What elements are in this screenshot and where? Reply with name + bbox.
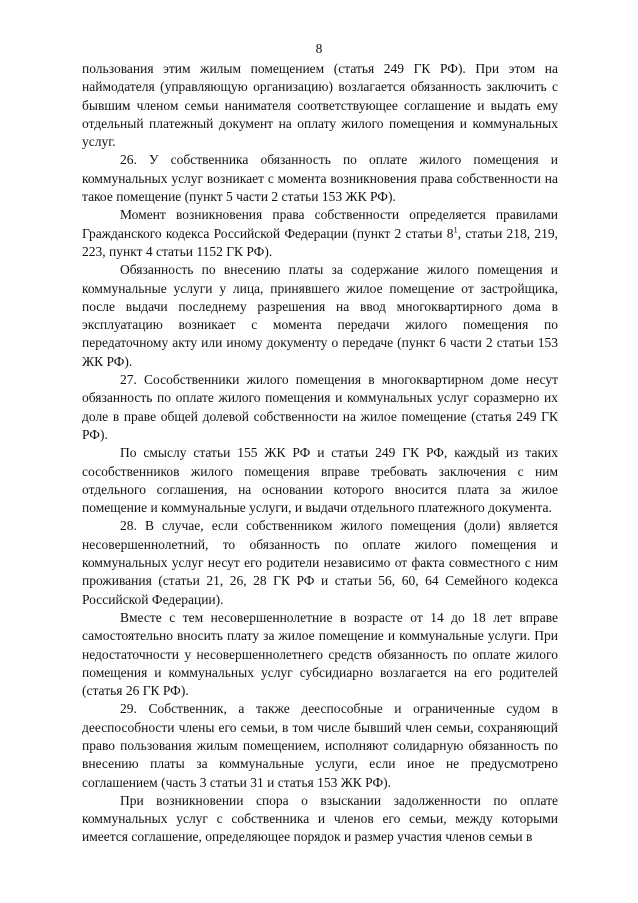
paragraph <box>82 261 558 371</box>
paragraph <box>82 700 558 791</box>
paragraph-text: Вместе с тем несовершеннолетние в возрасте от 14 до 18 лет вправе самостоятельно вносить плату за жилое помещение и коммунальные услуги. При недостаточности у несовершеннолетнего средств обязанность по оплате жилого помещения и коммунальных услуг субсидиарно возлагается на его родителей (статья 26 ГК РФ). <box>82 609 558 699</box>
paragraph <box>82 517 558 608</box>
paragraph-text: 28. В случае, если собственником жилого помещения (доли) является несовершеннолетний, то обязанность по оплате жилого помещения и коммунальных услуг несут его родители независимо от факта совместного с ним проживания (статьи 21, 26, 28 ГК РФ и статьи 56, 60, 64 Семейного кодекса Российской Федерации). <box>82 518 558 607</box>
paragraph <box>82 151 558 206</box>
paragraph-text: При возникновении спора о взыскании задолженности по оплате коммунальных услуг с собственника и членов его семьи, между которыми имеется соглашение, определяющее порядок и размер участия членов семьи в <box>82 792 558 845</box>
page-number: 8 <box>315 41 323 56</box>
paragraph <box>82 371 558 444</box>
paragraph-text: Момент возникновения права собственности определяется правилами Гражданского кодекса Российской Федерации (пункт 2 статьи 8 <box>82 207 558 241</box>
paragraph-text: 27. Сособственники жилого помещения в многоквартирном доме несут обязанность по оплате жилого помещения и коммунальных услуг соразмерно их доле в праве общей долевой собственности на жилое помещение (статья 249 ГК РФ). <box>82 372 558 442</box>
paragraph <box>82 60 558 151</box>
paragraph-text: пользования этим жилым помещением (статья 249 ГК РФ). При этом на наймодателя (управляющую организацию) возлагается обязанность заключить с бывшим членом семьи нанимателя соответствующее соглашение и выдать ему отдельный платежный документ на оплату жилого помещения и коммунальных услуг. <box>82 61 558 150</box>
paragraph-text: 29. Собственник, а также дееспособные и ограниченные судом в дееспособности члены его семьи, в том числе бывший член семьи, сохраняющий право пользования жилым помещением, исполняют солидарную обязанность по внесению платы за коммунальные услуги, если иное не предусмотрено соглашением (часть 3 статьи 31 и статья 153 ЖК РФ). <box>82 701 558 790</box>
paragraph <box>82 792 558 847</box>
paragraph-text-continued: , статьи 218, 219, 223, пункт 4 статьи 1152 ГК РФ). <box>82 225 558 259</box>
paragraph <box>82 206 558 261</box>
superscript: 1 <box>453 224 458 235</box>
paragraph <box>82 444 558 517</box>
paragraph-text: 26. У собственника обязанность по оплате жилого помещения и коммунальных услуг возникает с момента возникновения права собственности на такое помещение (пункт 5 части 2 статьи 153 ЖК РФ). <box>82 152 558 205</box>
paragraph-text: Обязанность по внесению платы за содержание жилого помещения и коммунальные услуги у лица, принявшего жилое помещение от застройщика, после выдачи последнему разрешения на ввод многоквартирного дома в эксплуатацию возникает с момента передачи жилого помещения по передаточному акту или иному документу о передаче (пункт 6 части 2 статьи 153 ЖК РФ). <box>82 262 558 369</box>
paragraph <box>82 609 558 700</box>
paragraph-text: По смыслу статьи 155 ЖК РФ и статьи 249 ГК РФ, каждый из таких сособственников жилого помещения вправе требовать заключения с ним отдельного соглашения, на основании которого вносится плата за жилое помещение и коммунальные услуги, и выдачи отдельного платежного документа. <box>82 445 558 516</box>
document-body <box>82 60 558 847</box>
